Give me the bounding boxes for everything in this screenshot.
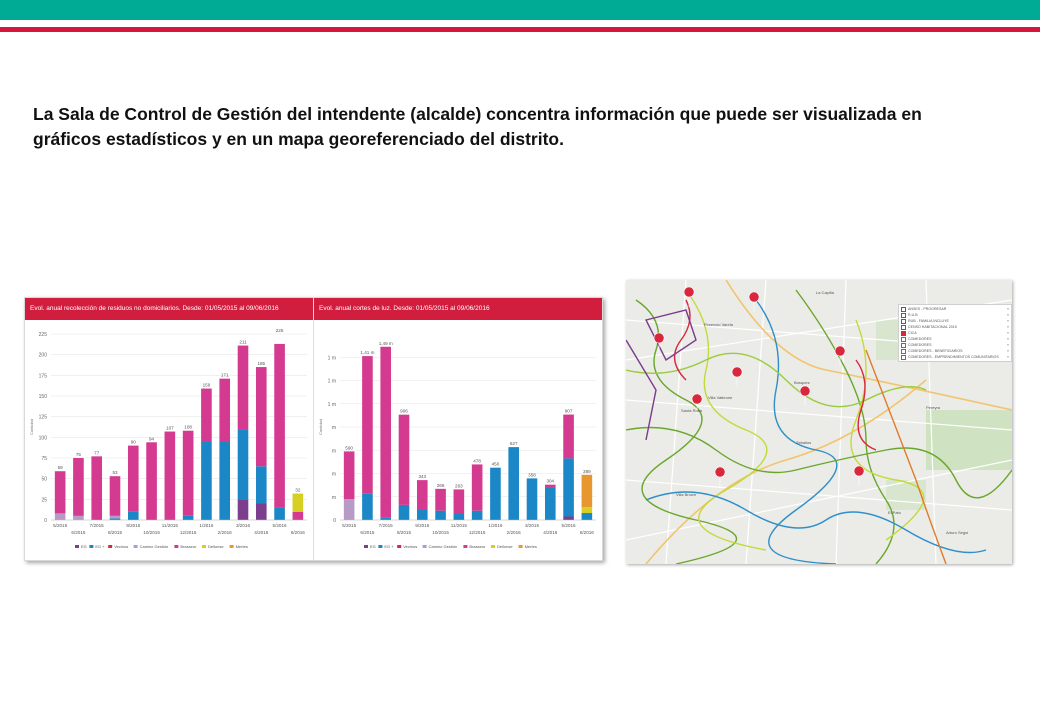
map-layer-legend bbox=[898, 304, 1012, 362]
layer-checkbox[interactable] bbox=[901, 307, 906, 312]
x-tick-label: 2/2016 bbox=[506, 530, 521, 535]
y-tick-label: 1 m bbox=[327, 401, 336, 408]
legend-label: Dellonse bbox=[208, 544, 224, 549]
y-tick-label: 1 m bbox=[327, 378, 336, 385]
bar-segment bbox=[582, 513, 593, 520]
bar-total-label: 59 bbox=[57, 465, 63, 471]
map-place-label: Bosques bbox=[794, 380, 810, 385]
legend-swatch bbox=[134, 545, 138, 548]
bar-segment bbox=[472, 511, 483, 520]
bar-total-label: 159 bbox=[202, 382, 211, 388]
legend-label: Dellonse bbox=[497, 544, 513, 549]
bar-segment bbox=[73, 516, 84, 520]
legend-swatch bbox=[230, 545, 234, 548]
x-tick-label: 5/2016 bbox=[561, 523, 576, 528]
x-tick-label: 1/2016 bbox=[199, 523, 214, 528]
bar-segment bbox=[238, 499, 249, 520]
layer-menu-icon[interactable]: ≡ bbox=[1006, 355, 1009, 359]
y-tick-label: 150 bbox=[38, 394, 47, 400]
district-map[interactable] bbox=[626, 280, 1012, 564]
bar-segment bbox=[435, 489, 446, 511]
bar-segment bbox=[435, 511, 446, 520]
legend-swatch bbox=[519, 545, 523, 548]
bar-segment bbox=[55, 513, 66, 520]
bar-segment bbox=[128, 446, 139, 512]
x-tick-label: 9/2015 bbox=[415, 523, 430, 528]
x-tick-label: 7/2015 bbox=[89, 523, 104, 528]
layer-menu-icon[interactable]: ≡ bbox=[1006, 349, 1009, 353]
map-place-label: Pereyra bbox=[926, 405, 941, 410]
y-tick-label: m bbox=[331, 425, 336, 431]
layer-checkbox[interactable] bbox=[901, 343, 906, 348]
bar-total-label: 590 bbox=[345, 445, 353, 451]
x-tick-label: 12/2015 bbox=[468, 530, 486, 535]
x-tick-label: 5/2015 bbox=[342, 523, 357, 528]
map-place-label: Zeballos bbox=[796, 440, 812, 445]
layer-label: RUB - FAMILIA INCLUYE bbox=[908, 319, 949, 323]
top-accent-bar bbox=[0, 0, 1040, 20]
legend-swatch bbox=[108, 545, 112, 548]
layer-label: R.U.B bbox=[908, 313, 918, 317]
slide-caption: La Sala de Control de Gestión del intendente (alcalde) concentra información que puede ser visualizada en gráficos estadísticos y en un mapa georeferenciado del distrito. bbox=[33, 104, 922, 149]
bar-segment bbox=[73, 458, 84, 516]
bar-segment bbox=[454, 489, 465, 513]
bar-segment bbox=[563, 415, 574, 459]
legend-label: Mertes bbox=[235, 544, 248, 549]
bar-segment bbox=[563, 458, 574, 516]
legend-label: Brasseur bbox=[469, 544, 486, 549]
y-tick-label: m bbox=[331, 448, 336, 455]
bar-total-label: 90 bbox=[130, 439, 136, 445]
bar-segment bbox=[582, 475, 593, 507]
bar-segment bbox=[110, 476, 121, 516]
layer-label: COMEDORES bbox=[908, 343, 932, 347]
bar-total-label: 450 bbox=[491, 461, 500, 467]
y-tick-label: 225 bbox=[38, 332, 47, 338]
bar-segment bbox=[293, 494, 304, 512]
bar-total-label: 389 bbox=[583, 468, 591, 474]
x-tick-label: 5/2015 bbox=[53, 523, 68, 528]
legend-swatch bbox=[423, 545, 427, 548]
x-tick-label: 5/2016 bbox=[272, 523, 287, 528]
y-tick-label: 50 bbox=[41, 476, 47, 483]
map-layer-toggle[interactable] bbox=[901, 354, 1009, 360]
chart-title-cortes-luz: Evol. anual cortes de luz. Desde: 01/05/2015 al 09/06/2016 bbox=[314, 298, 602, 320]
x-tick-label: 11/2015 bbox=[450, 523, 467, 528]
map-place-label: La Capilla bbox=[816, 290, 834, 295]
bar-segment bbox=[399, 415, 410, 505]
y-tick-label: 125 bbox=[38, 414, 47, 421]
bar-segment bbox=[472, 464, 483, 510]
y-tick-label: 175 bbox=[38, 373, 47, 380]
x-tick-label: 6/2016 bbox=[290, 530, 305, 535]
bar-segment bbox=[563, 517, 574, 520]
layer-label: CICA bbox=[908, 331, 917, 335]
bar-segment bbox=[201, 441, 212, 520]
bar-segment bbox=[219, 379, 230, 442]
layer-menu-icon[interactable]: ≡ bbox=[1006, 343, 1009, 347]
bar-total-label: 53 bbox=[112, 470, 118, 476]
y-tick-label: 0 bbox=[44, 518, 47, 524]
map-place-label: Villa Vatteone bbox=[708, 395, 733, 400]
bar-segment bbox=[256, 503, 267, 520]
legend-label: Mertes bbox=[524, 544, 537, 549]
y-axis-label: Cantidad bbox=[29, 418, 34, 436]
x-tick-label: 10/2015 bbox=[432, 530, 449, 535]
bar-segment bbox=[219, 441, 230, 520]
legend-label: Camino Gestión bbox=[139, 544, 169, 549]
y-tick-label: 25 bbox=[41, 497, 47, 504]
x-tick-label: 10/2015 bbox=[143, 530, 160, 535]
bar-segment bbox=[238, 429, 249, 499]
layer-label: ANSES - PROGRESAR bbox=[908, 307, 947, 311]
legend-label: EG + bbox=[95, 544, 105, 549]
bar-segment bbox=[344, 451, 355, 499]
bar-total-label: 1,41 m bbox=[360, 350, 375, 356]
y-tick-label: m bbox=[331, 494, 336, 501]
bar-total-label: 263 bbox=[455, 483, 463, 489]
bar-total-label: 108 bbox=[184, 424, 192, 430]
bar-segment bbox=[527, 478, 538, 520]
layer-label: CENSO HABITACIONAL 2015 bbox=[908, 325, 957, 329]
bar-total-label: 358 bbox=[528, 472, 536, 478]
bar-segment bbox=[110, 516, 121, 518]
bar-segment bbox=[362, 356, 373, 493]
map-place-label: Florencio Varela bbox=[704, 322, 733, 327]
chart-cortes-luz bbox=[314, 298, 602, 560]
x-tick-label: 1/2016 bbox=[488, 523, 503, 528]
bar-segment bbox=[165, 432, 176, 520]
legend-swatch bbox=[202, 545, 206, 548]
bar-segment bbox=[91, 456, 102, 520]
map-place-label: Arturo Segui bbox=[946, 530, 969, 535]
legend-swatch bbox=[75, 545, 79, 548]
bar-segment bbox=[508, 447, 519, 520]
bar-segment bbox=[417, 480, 428, 509]
bar-total-label: 343 bbox=[418, 474, 427, 480]
x-tick-label: 3/2016 bbox=[524, 523, 540, 528]
y-tick-label: 75 bbox=[41, 456, 47, 462]
x-tick-label: 6/2015 bbox=[71, 530, 86, 535]
map-place-label: Santa Rosa bbox=[681, 408, 702, 413]
x-tick-label: 6/2016 bbox=[579, 530, 594, 535]
bar-segment bbox=[238, 346, 249, 429]
bar-segment bbox=[274, 344, 285, 508]
bar-segment bbox=[380, 518, 391, 520]
bar-total-label: 32 bbox=[295, 487, 301, 493]
y-tick-label: m bbox=[331, 471, 336, 478]
layer-label: COMEDORES - BENEFICIARIOS bbox=[908, 349, 963, 353]
layer-menu-icon[interactable]: ≡ bbox=[1006, 313, 1009, 317]
x-tick-label: 8/2015 bbox=[396, 530, 412, 535]
x-tick-label: 9/2015 bbox=[126, 523, 141, 528]
bar-segment bbox=[362, 493, 373, 520]
bar-segment bbox=[545, 487, 556, 520]
layer-checkbox[interactable] bbox=[901, 331, 906, 336]
layer-checkbox[interactable] bbox=[901, 325, 906, 330]
bar-segment bbox=[128, 512, 139, 520]
x-tick-label: 7/2015 bbox=[378, 523, 393, 528]
bar-segment bbox=[55, 471, 66, 513]
bar-total-label: 75 bbox=[75, 452, 81, 457]
layer-checkbox[interactable] bbox=[901, 313, 906, 318]
bar-segment bbox=[344, 499, 355, 520]
bar-total-label: 268 bbox=[436, 482, 445, 488]
bar-total-label: 107 bbox=[166, 425, 174, 431]
bar-segment bbox=[399, 505, 410, 520]
layer-checkbox[interactable] bbox=[901, 319, 906, 324]
legend-label: Camino Gestión bbox=[428, 544, 458, 549]
y-tick-label: 100 bbox=[38, 435, 47, 442]
chart-cortes-luz-svg bbox=[314, 320, 602, 560]
layer-checkbox[interactable] bbox=[901, 337, 906, 342]
map-place-label: El Pato bbox=[888, 510, 901, 515]
x-tick-label: 6/2015 bbox=[360, 530, 375, 535]
legend-swatch bbox=[378, 545, 382, 548]
bar-total-label: 1,49 m bbox=[378, 340, 393, 346]
bar-segment bbox=[545, 485, 556, 488]
legend-label: EG + bbox=[384, 544, 394, 549]
layer-menu-icon[interactable]: ≡ bbox=[1006, 337, 1009, 341]
legend-swatch bbox=[397, 545, 401, 548]
layer-menu-icon[interactable]: ≡ bbox=[1006, 307, 1009, 311]
legend-label: EG bbox=[370, 544, 376, 549]
bar-total-label: 225 bbox=[275, 328, 284, 333]
legend-label: Vecinos bbox=[403, 544, 418, 549]
legend-label: Brasseur bbox=[180, 544, 197, 549]
bar-segment bbox=[490, 468, 501, 520]
y-tick-label: 200 bbox=[38, 352, 47, 359]
layer-label: COMEDORES - EMPRENDIMIENTOS COMUNITARIOS bbox=[908, 355, 999, 359]
y-axis-label: Cantidad bbox=[318, 418, 323, 436]
x-tick-label: 12/2015 bbox=[179, 530, 197, 535]
bar-segment bbox=[256, 466, 267, 503]
x-tick-label: 4/2016 bbox=[543, 530, 558, 535]
bar-total-label: 627 bbox=[509, 441, 518, 447]
x-tick-label: 4/2016 bbox=[254, 530, 269, 535]
x-tick-label: 11/2015 bbox=[161, 523, 178, 528]
map-place-label: Villa Brown bbox=[676, 492, 696, 497]
bar-segment bbox=[293, 512, 304, 520]
layer-menu-icon[interactable]: ≡ bbox=[1006, 319, 1009, 323]
chart-title-residuos: Evol. anual recolección de residuos no domiciliarios. Desde: 01/05/2015 al 09/06/2016 bbox=[25, 298, 313, 320]
x-tick-label: 3/2016 bbox=[235, 523, 251, 528]
layer-menu-icon[interactable]: ≡ bbox=[1006, 331, 1009, 335]
bar-total-label: 211 bbox=[239, 339, 247, 345]
y-tick-label: 1 m bbox=[327, 355, 336, 362]
x-tick-label: 8/2015 bbox=[107, 530, 123, 535]
chart-residuos-svg bbox=[25, 320, 313, 560]
bar-total-label: 77 bbox=[94, 450, 100, 456]
layer-checkbox[interactable] bbox=[901, 349, 906, 354]
bar-total-label: 185 bbox=[257, 361, 266, 367]
layer-label: COMEDORES bbox=[908, 337, 932, 341]
bar-total-label: 907 bbox=[564, 408, 573, 414]
bar-total-label: 94 bbox=[149, 436, 155, 442]
bar-segment bbox=[380, 347, 391, 518]
legend-swatch bbox=[89, 545, 93, 548]
bar-segment bbox=[201, 389, 212, 442]
legend-swatch bbox=[463, 545, 467, 548]
bar-segment bbox=[183, 431, 194, 516]
y-tick-label: 0 bbox=[333, 518, 336, 524]
x-tick-label: 2/2016 bbox=[217, 530, 232, 535]
bar-total-label: 906 bbox=[400, 408, 408, 414]
legend-label: EG bbox=[81, 544, 87, 549]
bar-segment bbox=[454, 513, 465, 520]
bar-total-label: 171 bbox=[220, 372, 229, 378]
legend-swatch bbox=[174, 545, 178, 548]
legend-label: Vecinos bbox=[114, 544, 129, 549]
bar-total-label: 304 bbox=[546, 478, 555, 484]
bar-total-label: 478 bbox=[473, 458, 481, 464]
legend-swatch bbox=[364, 545, 368, 548]
layer-menu-icon[interactable]: ≡ bbox=[1006, 325, 1009, 329]
bar-segment bbox=[582, 507, 593, 513]
legend-swatch bbox=[491, 545, 495, 548]
top-rule bbox=[0, 27, 1040, 32]
bar-segment bbox=[146, 442, 157, 520]
bar-segment bbox=[274, 508, 285, 520]
dashboard-panel bbox=[24, 297, 603, 561]
bar-segment bbox=[417, 510, 428, 520]
layer-checkbox[interactable] bbox=[901, 355, 906, 360]
bar-segment bbox=[183, 516, 194, 520]
chart-residuos bbox=[25, 298, 314, 560]
bar-segment bbox=[256, 367, 267, 466]
